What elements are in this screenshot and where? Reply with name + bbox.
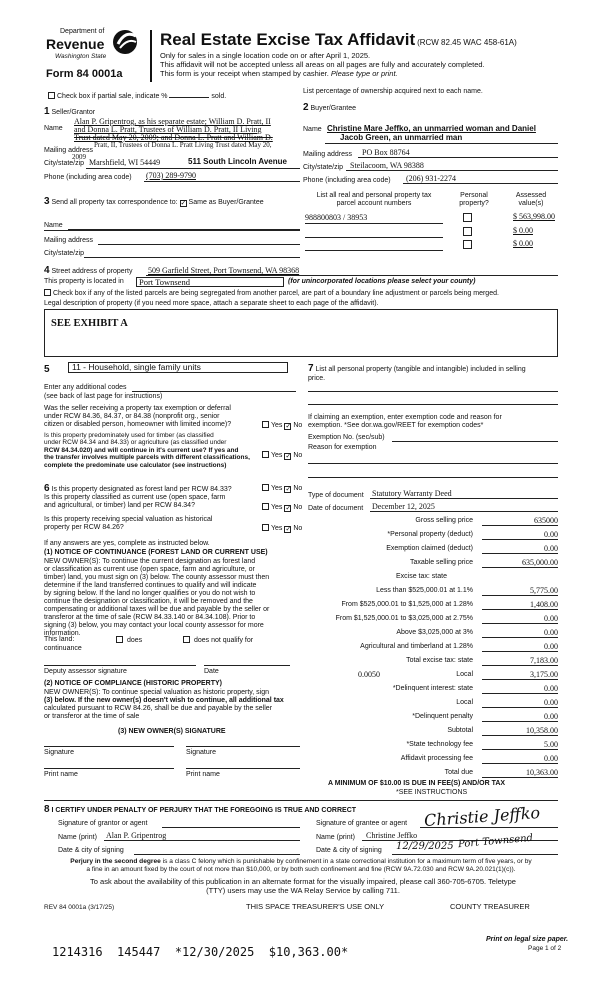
q1-answers — [262, 421, 302, 430]
dept-name: Revenue — [46, 36, 105, 52]
calc-value[interactable]: 0.00 — [482, 712, 558, 722]
forest-yes-checkbox[interactable] — [262, 484, 269, 491]
parcel-row — [305, 227, 557, 237]
calc-value[interactable]: 10,363.00 — [482, 768, 558, 778]
parcel-row — [305, 240, 557, 250]
sec7-label-1: List all personal property (tangible and intangible) included in selling — [315, 366, 526, 373]
doctype-label: Type of document — [308, 492, 364, 499]
form-number: Form 84 0001a — [46, 68, 123, 80]
calc-value[interactable]: 0.00 — [482, 544, 558, 554]
does-label: does — [126, 637, 143, 644]
seller-mail-label: Mailing address — [44, 147, 94, 154]
forest-no-checkbox[interactable]: ✓ — [285, 486, 292, 493]
print-name-line-2 — [186, 768, 300, 769]
exempt-line: exemption. *See dor.wa.gov/REET for exemption codes* — [308, 422, 484, 430]
calc-label: *State technology fee — [406, 741, 473, 748]
calc-label: Less than $525,000.01 at 1.1% — [376, 587, 473, 594]
seller-city-label: City/state/zip — [44, 160, 85, 167]
alt-line-1: To ask about the availability of this publication in an alternate format for the visually impaired, please call 360-705-6705. Teletype — [90, 877, 516, 886]
sec6-q2 — [44, 494, 225, 510]
grantee-sig-label: Signature of grantee or agent — [316, 820, 408, 827]
calc-label: Subtotal — [447, 727, 473, 734]
location-note: (for unincorporated locations please select your county) — [288, 278, 476, 285]
personal-checkbox[interactable] — [463, 227, 472, 236]
seller-heading — [44, 106, 95, 118]
q2-line: the transfer involves multiple parcels with different classifications, — [44, 454, 250, 462]
calc-label: Gross selling price — [415, 517, 473, 524]
seller-phone-line — [144, 181, 300, 182]
minimum-note: A MINIMUM OF $10.00 IS DUE IN FEE(S) AND/OR TAX — [328, 780, 506, 787]
n2-line: or transferor at the time of sale — [44, 713, 140, 721]
new-owner-sig-line-1 — [44, 746, 174, 747]
sec8-label: I CERTIFY UNDER PENALTY OF PERJURY THAT THE FOREGOING IS TRUE AND CORRECT — [51, 807, 357, 814]
calc-label: *Personal property (deduct) — [387, 531, 473, 538]
personal-col-header — [450, 192, 498, 208]
county-treasurer: COUNTY TREASURER — [450, 902, 530, 911]
dept-state: Washington State — [55, 53, 107, 60]
parcel-number[interactable]: 988800803 / 38953 — [305, 213, 368, 222]
docdate-value[interactable]: December 12, 2025 — [372, 502, 435, 511]
forest-answers — [262, 484, 302, 493]
buyer-city-value[interactable]: Steilacoom, WA 98388 — [350, 161, 424, 170]
calc-label: Taxable selling price — [409, 559, 473, 566]
exemption-text — [308, 414, 502, 430]
notice1-text — [44, 558, 302, 638]
calc-value[interactable]: 7,183.00 — [482, 656, 558, 666]
sec2-num: 2 — [303, 102, 309, 113]
n1-line: or classification as current use (open space, farm and agriculture, or — [44, 566, 255, 574]
grantor-date-line — [134, 854, 300, 855]
n2-line: NEW OWNER(S): To continue special valuation as historic property, sign — [44, 689, 269, 696]
q1-line: Was the seller receiving a property tax exemption or deferral — [44, 405, 231, 412]
q2-answers — [262, 451, 302, 460]
doctype-line — [370, 498, 558, 499]
grantee-date-value[interactable]: 12/29/2025 — [396, 841, 454, 852]
dept-line1: Department of — [60, 28, 105, 35]
yes-label: Yes — [271, 525, 283, 532]
grantee-name-label: Name (print) — [316, 834, 355, 841]
assessed-h2: value(s) — [518, 200, 544, 208]
deputy-date-line — [204, 665, 290, 666]
buyer-phone-label: Phone (including area code) — [303, 177, 391, 184]
calc-label: *Delinquent interest: state — [392, 685, 473, 692]
n1-line: compensating or additional taxes will be due and payable by the seller or — [44, 606, 270, 614]
grantor-name-value[interactable]: Alan P. Gripentrog — [106, 831, 167, 840]
this-land-label: This land: — [44, 636, 75, 643]
header-divider — [150, 30, 152, 82]
sec3-city-line — [84, 257, 300, 258]
grantee-date-line — [392, 854, 558, 855]
same-as-buyer-checkbox[interactable]: ✓ — [180, 200, 187, 207]
additional-codes-note: (see back of last page for instructions) — [44, 393, 163, 400]
calc-value[interactable]: 0.00 — [482, 614, 558, 624]
calc-label: From $1,525,000.01 to $3,025,000 at 2.75% — [335, 615, 473, 622]
reason-line-1 — [308, 463, 558, 464]
n1-line: continue the designation or classification, it will be removed and the — [44, 598, 253, 606]
notice1-title: (1) NOTICE OF CONTINUANCE (FOREST LAND OR CURRENT USE) — [44, 549, 268, 556]
n2-line: (3) below. If the new owner(s) doesn't wish to continue, all additional tax — [44, 697, 284, 705]
personal-prop-line-2 — [308, 404, 558, 405]
grantor-sig-line — [162, 827, 300, 828]
subtitle-3-italic: Please type or print. — [330, 69, 398, 78]
q2-line: complete the predominate use calculator (see instructions) — [44, 461, 227, 469]
q1-yes-checkbox[interactable] — [262, 421, 269, 428]
print-name-label-2: Print name — [186, 771, 220, 778]
grantee-name-value[interactable]: Christine Jeffko — [366, 831, 418, 840]
yes-label: Yes — [271, 422, 283, 429]
n1-line: determine if the land transferred continues to qualify and will indicate — [44, 582, 257, 590]
q2-line: under RCW 84.34 and 84.33) or agriculture (as classified under — [44, 439, 227, 447]
docdate-line — [370, 511, 558, 512]
personal-prop-line-1 — [308, 391, 558, 392]
notice3-title: (3) NEW OWNER(S) SIGNATURE — [118, 728, 226, 735]
sec1-label: Seller/Grantor — [51, 109, 96, 116]
sec4-label: Street address of property — [51, 268, 133, 275]
sec6-note: If any answers are yes, complete as instructed below. — [44, 540, 210, 547]
property-address[interactable]: 509 Garfield Street, Port Townsend, WA 98368 — [148, 266, 300, 275]
sec6-q1 — [44, 483, 232, 495]
seller-city-value[interactable]: Marshfield, WI 54449 — [89, 158, 161, 167]
historic-yes-checkbox[interactable] — [262, 524, 269, 531]
partial-sale-row — [48, 92, 226, 101]
yes-label: Yes — [271, 504, 283, 511]
grantor-sig-label: Signature of grantor or agent — [58, 820, 148, 827]
buyer-mail-value[interactable]: PO Box 88764 — [362, 148, 410, 157]
n1-line: NEW OWNER(S): To continue the current designation as forest land — [44, 558, 256, 565]
additional-codes-label: Enter any additional codes — [44, 384, 127, 391]
alt-format-notice — [40, 878, 566, 895]
grantee-city-value[interactable]: Port Townsend — [457, 832, 534, 851]
assessed-value[interactable]: $ 563,998.00 — [513, 212, 555, 221]
calc-value[interactable]: 10,358.00 — [482, 726, 558, 736]
sec4-heading — [44, 265, 132, 277]
current-use-yes-checkbox[interactable] — [262, 503, 269, 510]
assessed-value[interactable]: $ 0.00 — [513, 239, 533, 248]
notice2-title: (2) NOTICE OF COMPLIANCE (HISTORIC PROPERTY) — [44, 680, 222, 687]
calc-label: Excise tax: state — [396, 573, 447, 580]
sec8-num: 8 — [44, 804, 50, 815]
calc-label: Total due — [444, 769, 473, 776]
seller-name-line2[interactable]: and Donna L. Pratt, Trustees of William D. Pratt, II Living — [74, 125, 262, 134]
deputy-line — [44, 665, 196, 666]
continuance-label: continuance — [44, 645, 82, 652]
buyer-mail-label: Mailing address — [303, 151, 353, 158]
local-rate[interactable]: 0.0050 — [358, 670, 380, 679]
reason-line-2 — [308, 477, 558, 478]
sec2-label: Buyer/Grantee — [310, 105, 357, 112]
q2-line: Is this property predominately used for timber (as classified — [44, 432, 214, 439]
q1-line: under RCW 84.36, 84.37, or 84.38 (nonprofit org., senior — [44, 413, 220, 421]
sec4-num: 4 — [44, 265, 50, 276]
calc-value[interactable]: 3,175.00 — [482, 670, 558, 680]
calc-label: Agricultural and timberland at 1.28% — [360, 643, 473, 650]
segregated-label: Check box if any of the listed parcels are being segregated from another parcel, are part of a boundary line adjustment or parcels being merged. — [53, 290, 499, 297]
personal-checkbox[interactable] — [463, 213, 472, 222]
exemption-no-line — [392, 441, 558, 442]
notice2-text — [44, 689, 302, 721]
additional-codes-line — [132, 391, 296, 392]
q2-line: and agricultural, or timber) land per RCW 84.34? — [44, 502, 195, 510]
dor-logo — [44, 26, 144, 82]
sec7 — [308, 363, 558, 383]
q3-line: property per RCW 84.26? — [44, 524, 124, 532]
partial-sale-checkbox[interactable] — [48, 92, 55, 99]
sec3-name-label: Name — [44, 222, 63, 229]
does-checkbox[interactable] — [116, 636, 123, 643]
sec6-num: 6 — [44, 483, 50, 494]
exempt-line: If claiming an exemption, enter exemption code and reason for — [308, 414, 502, 421]
sec6-q3 — [44, 516, 212, 532]
segregated-row — [44, 289, 499, 298]
page-number: Page 1 of 2 — [528, 945, 562, 952]
sec3-heading — [44, 196, 264, 208]
ownership-note: List percentage of ownership acquired next to each name. — [303, 88, 483, 95]
treasurer-use: THIS SPACE TREASURER'S USE ONLY — [246, 902, 385, 911]
n1-line: signing (3) below, you may contact your local county assessor for more — [44, 622, 264, 630]
buyer-heading — [303, 102, 356, 114]
q2-line: Is this property classified as current use (open space, farm — [44, 494, 226, 501]
q1-line: citizen or disabled person, homeowner with limited income)? — [44, 421, 232, 429]
legal-description-value: SEE EXHIBIT A — [51, 318, 128, 329]
buyer-city-line — [346, 170, 558, 171]
historic-no-checkbox[interactable]: ✓ — [285, 526, 292, 533]
seller-name-label: Name — [44, 125, 63, 132]
deputy-date-label: Date — [204, 668, 219, 675]
grantor-name-label: Name (print) — [58, 834, 97, 841]
seller-phone-value[interactable]: (703) 289-9790 — [146, 171, 196, 180]
legal-label: Legal description of property (if you need more space, attach a separate sheet to each page of the affidavit). — [44, 300, 379, 307]
calc-label: Total excise tax: state — [406, 657, 473, 664]
calc-value[interactable]: 635,000.00 — [482, 558, 558, 568]
calc-label: Above $3,025,000 at 3% — [396, 629, 473, 636]
title-text: Real Estate Excise Tax Affidavit — [160, 30, 416, 49]
current-use-no-checkbox[interactable]: ✓ — [285, 505, 292, 512]
new-owner-sig-line-2 — [186, 746, 300, 747]
n1-text: timber) land, you must sign on (3) below. The county assessor must then — [44, 574, 270, 582]
does-not-option — [183, 636, 253, 645]
signature-label-1: Signature — [44, 749, 74, 756]
location-label: This property is located in — [44, 278, 124, 285]
calc-label: *Delinquent penalty — [412, 713, 473, 720]
calc-label: Affidavit processing fee — [400, 755, 473, 762]
buyer-name-line2[interactable]: Jacob Green, an unmarried man — [340, 133, 463, 142]
seller-city-line — [86, 168, 300, 169]
seller-name-line3[interactable]: Trust dated May 20, 2009; and Donna L. Pratt and William D. — [74, 133, 273, 142]
n2-line: calculated pursuant to RCW 84.26, shall be due and payable by the seller — [44, 705, 273, 713]
calc-value[interactable]: 1,408.00 — [482, 600, 558, 610]
grantor-name-line — [104, 840, 300, 841]
partial-sold: sold. — [211, 93, 227, 100]
parcel-line — [305, 250, 443, 251]
assessed-h1: Assessed — [515, 192, 547, 199]
property-address-line — [146, 275, 558, 276]
alt-line-2: (TTY) users may use the WA Relay Service by calling 711. — [206, 885, 400, 895]
cashier-stamp: 1214316 145447 *12/30/2025 $10,363.00* — [52, 945, 349, 959]
subtitle-1: Only for sales in a single location code on or after April 1, 2025. — [160, 51, 371, 60]
title-statute: (RCW 82.45 WAC 458-61A) — [417, 38, 517, 47]
yes-label: Yes — [271, 452, 283, 459]
print-legal-note: Print on legal size paper. — [486, 936, 569, 943]
parcel-line — [305, 237, 443, 238]
no-label: No — [293, 422, 303, 429]
no-label: No — [293, 525, 303, 532]
deputy-label: Deputy assessor signature — [44, 668, 127, 675]
buyer-name-line1[interactable]: Christine Mare Jeffko, an unmarried woman and Daniel — [327, 124, 536, 133]
sec3-city-label: City/state/zip — [44, 250, 85, 257]
sec3-mail-line-1 — [44, 230, 300, 231]
grantee-signature[interactable]: Christie Jeffko — [423, 802, 541, 831]
buyer-name-label: Name — [303, 126, 322, 133]
perjury-bold: Perjury in the second degree — [70, 858, 161, 865]
land-use-code-select[interactable] — [68, 362, 288, 373]
n1-line: information. — [44, 630, 81, 638]
q1-no-checkbox[interactable]: ✓ — [285, 423, 292, 430]
n1-line — [44, 574, 302, 582]
n1-line: transferor at the time of sale (RCW 84.33.140 or 84.34.108). Prior to — [44, 614, 256, 622]
q3-line: Is this property receiving special valuation as historical — [44, 516, 213, 523]
legal-description-box[interactable] — [44, 309, 558, 357]
perjury-notice — [36, 858, 566, 873]
grantor-date-label: Date & city of signing — [58, 847, 124, 854]
location-select[interactable] — [136, 277, 284, 287]
calc-label: Local — [456, 699, 473, 706]
parcel-h1: List all real and personal property tax — [316, 192, 432, 199]
sec3-num: 3 — [44, 196, 50, 207]
seller-mail-overlay[interactable]: Pratt, II, Trustees of Donna L. Pratt Living Trust dated May 20, — [94, 141, 272, 149]
perjury-line-2: a fine in an amount fixed by the court of not more than $10,000, or by both such confinement and fine (RCW 9A.72.030 and RCW 9A.20.021(1)(c)). — [86, 865, 516, 873]
no-label: No — [293, 504, 303, 511]
seller-street-extra[interactable]: 511 South Lincoln Avenue — [188, 157, 287, 166]
personal-h2: property? — [459, 200, 489, 208]
location-value: Port Townsend — [139, 277, 190, 287]
q-forest: Is this property designated as forest land per RCW 84.33? — [51, 486, 232, 493]
buyer-phone-line — [403, 183, 558, 184]
no-label: No — [293, 485, 303, 492]
yes-label: Yes — [271, 485, 283, 492]
calc-value[interactable]: 5,775.00 — [482, 586, 558, 596]
segregated-checkbox[interactable] — [44, 289, 51, 296]
calc-value[interactable]: 635000 — [482, 516, 558, 526]
grantee-date-label: Date & city of signing — [316, 847, 382, 854]
sec3-label: Send all property tax correspondence to: — [51, 199, 178, 206]
sec7-label-2: price. — [308, 374, 326, 382]
perjury-text: is a class C felony which is punishable by confinement in a state correctional institution for a maximum term of five years, or by — [162, 858, 532, 865]
parcel-line — [305, 223, 443, 224]
land-use-code-value: 11 - Household, single family units — [72, 362, 201, 372]
exemption-question — [44, 405, 284, 429]
q2-yes-checkbox[interactable] — [262, 451, 269, 458]
grantee-sig-line — [420, 827, 558, 828]
see-instructions: *SEE INSTRUCTIONS — [396, 789, 468, 796]
subtitle-3-text: This form is your receipt when stamped by cashier. — [160, 69, 329, 78]
personal-checkbox[interactable] — [463, 240, 472, 249]
buyer-mail-line — [358, 157, 558, 158]
parcel-row — [305, 213, 557, 223]
perjury-line-1 — [36, 858, 566, 866]
reason-label: Reason for exemption — [308, 444, 377, 451]
seller-mail-value[interactable]: 2009 — [72, 153, 86, 161]
signature-label-2: Signature — [186, 749, 216, 756]
q2-line: RCW 84.34.020) and will continue in it's current use? If yes and — [44, 446, 239, 454]
assessed-value[interactable]: $ 0.00 — [513, 226, 533, 235]
calc-value[interactable]: 5.00 — [482, 740, 558, 750]
form-title — [160, 30, 517, 50]
subtitle-3 — [160, 70, 398, 79]
calc-value[interactable]: 0.00 — [482, 754, 558, 764]
calc-value[interactable]: 0.00 — [482, 684, 558, 694]
subtitle-2: This affidavit will not be accepted unless all areas on all pages are fully and accurately completed. — [160, 60, 485, 69]
timber-question — [44, 432, 264, 469]
calc-value[interactable]: 0.00 — [482, 628, 558, 638]
calc-label: Exemption claimed (deduct) — [386, 545, 473, 552]
dor-logo-mark — [110, 28, 142, 56]
assessed-col-header — [505, 192, 557, 208]
print-name-label-1: Print name — [44, 771, 78, 778]
q2-no-checkbox[interactable]: ✓ — [285, 453, 292, 460]
print-name-line-1 — [44, 768, 174, 769]
buyer-city-label: City/state/zip — [303, 164, 344, 171]
current-use-answers — [262, 503, 302, 512]
sec5-num: 5 — [44, 364, 50, 375]
n1-line: by signing below. If the land no longer qualifies or you do not wish to — [44, 590, 256, 598]
calc-value[interactable]: 0.00 — [482, 698, 558, 708]
partial-sale-label: Check box if partial sale, indicate % — [57, 93, 168, 100]
seller-phone-label: Phone (including area code) — [44, 174, 132, 181]
calc-label: Local — [456, 671, 473, 678]
historic-answers — [262, 524, 302, 533]
sec8-heading — [44, 804, 356, 816]
sec3-mail-label: Mailing address — [44, 237, 94, 244]
doctype-value[interactable]: Statutory Warranty Deed — [372, 489, 452, 498]
sec8-top-rule — [44, 800, 558, 801]
same-as-buyer-label: Same as Buyer/Grantee — [188, 199, 264, 206]
sec1-num: 1 — [44, 106, 50, 117]
sec3-mail-line-2 — [98, 244, 300, 245]
sec7-num: 7 — [308, 363, 314, 374]
buyer-phone-value[interactable]: (206) 931-2274 — [406, 174, 456, 183]
does-not-checkbox[interactable] — [183, 636, 190, 643]
revision-code: REV 84 0001a (3/17/25) — [44, 904, 115, 911]
seller-name-line1[interactable]: Alan P. Gripentrog, as his separate estate; William D. Pratt, II — [74, 117, 271, 126]
personal-h1: Personal — [460, 192, 488, 199]
buyer-name-line — [325, 143, 558, 144]
calc-label: From $525,000.01 to $1,525,000 at 1.28% — [341, 601, 473, 608]
calc-value[interactable]: 0.00 — [482, 642, 558, 652]
parcel-h2: parcel account numbers — [336, 200, 412, 208]
exemption-no-label: Exemption No. (sec/sub) — [308, 434, 385, 441]
no-label: No — [293, 452, 303, 459]
docdate-label: Date of document — [308, 505, 364, 512]
calc-value[interactable]: 0.00 — [482, 530, 558, 540]
does-not-label: does not qualify for — [193, 637, 254, 644]
parcel-col-header — [305, 192, 443, 208]
does-option — [116, 636, 142, 645]
